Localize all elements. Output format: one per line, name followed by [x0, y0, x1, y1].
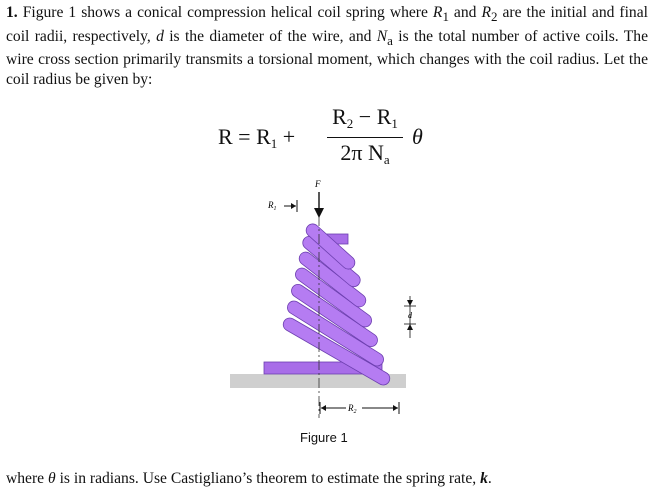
r1-arrowhead — [291, 203, 296, 209]
fraction-numerator: $R_2 - R_1$ — [332, 104, 398, 131]
r2-label: $R_2$ — [348, 403, 357, 415]
fraction-bar — [327, 137, 403, 138]
force-label: F — [315, 179, 321, 189]
problem-number: 1. — [6, 4, 18, 21]
figure-caption: Figure 1 — [300, 430, 348, 445]
problem-question: where θ is in radians. Use Castigliano’s theorem to estimate the spring rate, k. — [6, 470, 492, 487]
radius-equation — [218, 104, 458, 174]
problem-statement: 1. Figure 1 shows a conical compression helical coil spring where $R_1$ and $R_2$ are the initial and final coil radii, respectively, d is the diameter of the wire, and $N_a$ is the total number of active coils. The wire cross section primarily transmits a torsional moment, which changes with the coil radius. Let the coil radius be given by: — [6, 4, 648, 88]
d-arrowhead-top — [407, 300, 413, 306]
d-arrowhead-bottom — [407, 324, 413, 330]
conical-spring-figure — [228, 178, 428, 428]
d-label: d — [408, 311, 412, 320]
r2-arrowhead-left — [321, 405, 326, 411]
r2-arrowhead-right — [393, 405, 398, 411]
equation-lhs: $R = R_1$ + — [218, 124, 296, 151]
force-arrowhead — [314, 208, 324, 218]
r1-label: $R_1$ — [268, 200, 277, 212]
equation-theta: θ — [412, 124, 423, 149]
fraction-denominator: 2π $N_a$ — [340, 140, 390, 167]
